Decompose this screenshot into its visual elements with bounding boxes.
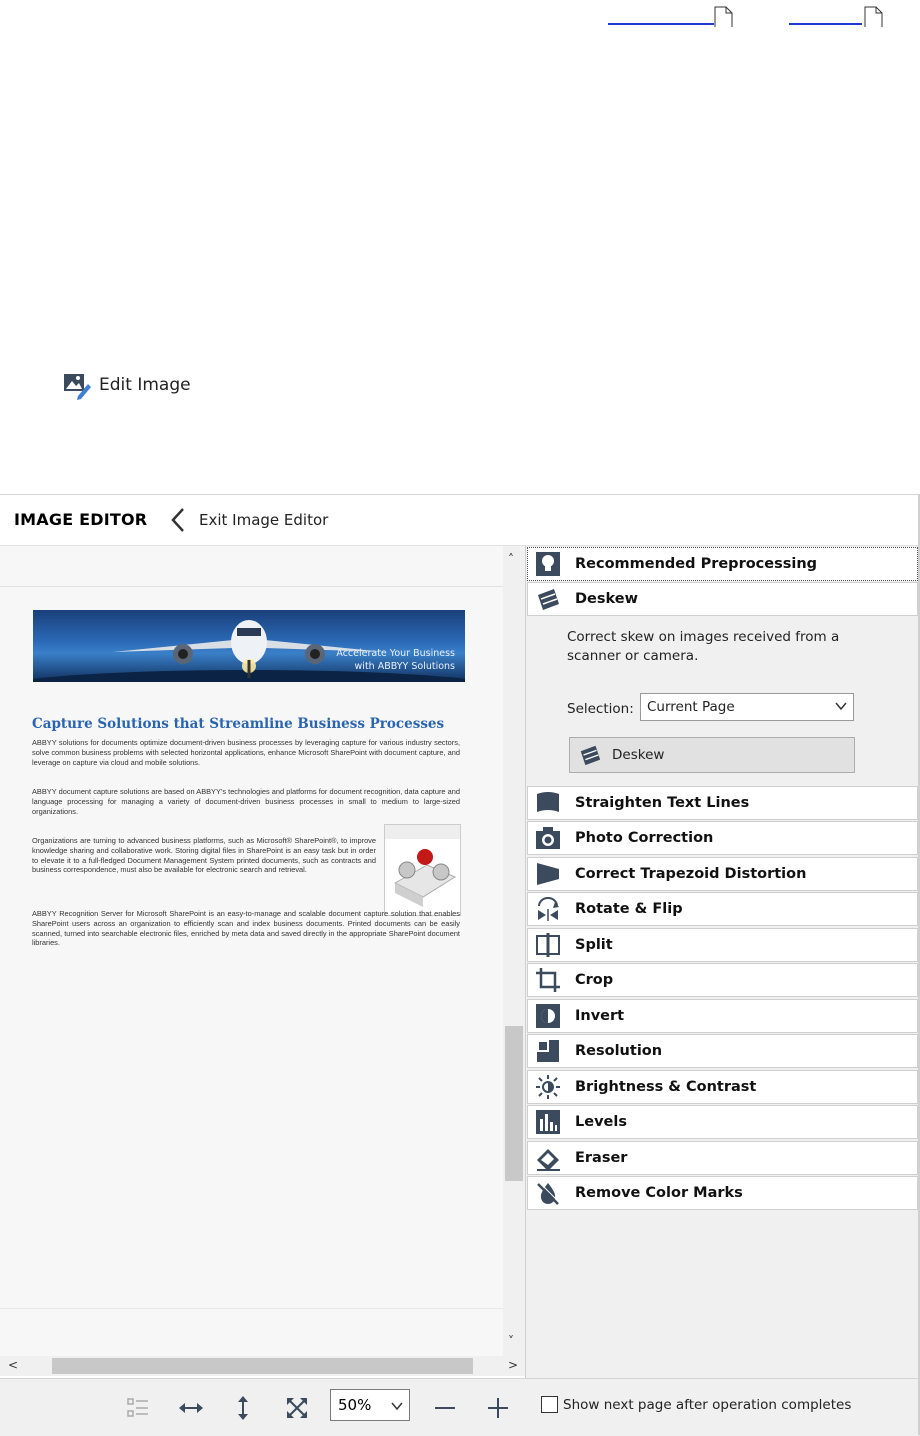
tool-label: Invert: [575, 1008, 625, 1024]
page-icon: [864, 6, 886, 28]
bottom-toolbar: [0, 1378, 920, 1436]
deskew-button-label: Deskew: [612, 747, 665, 763]
tool-crop[interactable]: [527, 963, 918, 997]
tool-brightness-contrast[interactable]: [527, 1070, 918, 1104]
levels-icon: [533, 1107, 563, 1137]
document-paragraph: Organizations are turning to advanced business platforms, such as Microsoft® SharePoint®, to improve knowledge sharing and collaborative work. Storing digital files in SharePoint is an easy task but in order to elevate it to a full-fledged Document Management System printed documents, such as contracts and business correspondence, must also be available for electronic search and retrieval.: [32, 836, 376, 875]
tool-resolution[interactable]: [527, 1034, 918, 1068]
document-photo: [384, 824, 461, 916]
exit-image-editor-link[interactable]: Exit Image Editor: [199, 511, 329, 529]
crop-icon: [533, 965, 563, 995]
split-icon: [533, 930, 563, 960]
banner-tagline: with ABBYY Solutions: [354, 661, 455, 672]
tool-invert[interactable]: [527, 999, 918, 1033]
vertical-scrollbar[interactable]: [503, 546, 525, 1356]
selection-label: Selection:: [567, 701, 634, 717]
chevron-down-icon: [391, 1400, 403, 1412]
edit-image-label: Edit Image: [99, 375, 191, 395]
tool-label: Correct Trapezoid Distortion: [575, 866, 807, 882]
deskew-icon: [578, 743, 602, 767]
tool-label: Photo Correction: [575, 830, 714, 846]
banner-tagline: Accelerate Your Business: [336, 648, 455, 659]
fit-width-icon[interactable]: [178, 1395, 204, 1421]
scroll-down-icon[interactable]: ˅: [508, 1334, 514, 1348]
tool-levels[interactable]: [527, 1105, 918, 1139]
editor-title: IMAGE EDITOR: [14, 510, 148, 529]
horizontal-scrollbar[interactable]: [0, 1356, 525, 1376]
banner-image: [33, 610, 465, 682]
edit-image-button[interactable]: [62, 370, 191, 400]
document-page: [0, 588, 490, 1308]
tool-straighten-text-lines[interactable]: [527, 786, 918, 820]
tool-label: Brightness & Contrast: [575, 1079, 757, 1095]
tool-label: Rotate & Flip: [575, 901, 683, 917]
zoom-dropdown[interactable]: [330, 1389, 410, 1421]
chevron-left-icon[interactable]: [170, 507, 186, 533]
tools-panel: [525, 546, 919, 1378]
tool-label: Resolution: [575, 1043, 663, 1059]
deskew-description: Correct skew on images received from a scanner or camera.: [567, 629, 840, 664]
lightbulb-icon: [533, 549, 563, 579]
tool-recommended-preprocessing[interactable]: [527, 547, 918, 581]
image-editor-window: [0, 494, 920, 1435]
resolution-icon: [533, 1036, 563, 1066]
document-paragraph: ABBYY document capture solutions are based on ABBYY's technologies and platforms for document recognition, data capture and language processing for managing a variety of document-driven business processes in small to medium to large-sized organizations.: [32, 787, 460, 816]
fit-page-icon[interactable]: [284, 1395, 310, 1421]
chevron-down-icon: [835, 700, 847, 712]
page-icon: [714, 6, 736, 28]
tool-eraser[interactable]: [527, 1141, 918, 1175]
show-next-page-label: Show next page after operation completes: [563, 1396, 852, 1413]
editor-title-bar: [0, 495, 920, 546]
deskew-icon: [533, 584, 563, 614]
scroll-left-icon[interactable]: <: [8, 1358, 19, 1372]
tool-photo-correction[interactable]: [527, 821, 918, 855]
fit-height-icon[interactable]: [230, 1395, 256, 1421]
link-underline[interactable]: [608, 23, 714, 25]
document-heading: Capture Solutions that Streamline Business Processes: [32, 716, 445, 732]
tool-deskew-header[interactable]: [527, 582, 918, 616]
tool-label: Crop: [575, 972, 614, 988]
tool-label: Levels: [575, 1114, 627, 1130]
tool-label: Split: [575, 937, 613, 953]
top-links-area: [0, 0, 920, 40]
tool-label: Eraser: [575, 1150, 628, 1166]
selection-dropdown[interactable]: [640, 693, 854, 721]
checkbox-box[interactable]: [541, 1396, 558, 1413]
rotate-flip-icon: [533, 894, 563, 924]
selection-value: Current Page: [647, 699, 735, 715]
edit-image-icon: [62, 370, 92, 400]
list-view-icon[interactable]: [125, 1395, 151, 1421]
eraser-icon: [533, 1143, 563, 1173]
tool-split[interactable]: [527, 928, 918, 962]
trapezoid-icon: [533, 859, 563, 889]
page-viewer[interactable]: [0, 546, 503, 1356]
scroll-up-icon[interactable]: ˄: [508, 552, 514, 566]
tool-correct-trapezoid-distortion[interactable]: [527, 857, 918, 891]
tool-label: Remove Color Marks: [575, 1185, 743, 1201]
tool-remove-color-marks[interactable]: [527, 1176, 918, 1210]
deskew-button[interactable]: [569, 737, 855, 773]
camera-icon: [533, 823, 563, 853]
previous-page-edge: [0, 546, 503, 587]
vertical-scroll-thumb[interactable]: [505, 1026, 523, 1181]
tool-label: Deskew: [575, 591, 638, 607]
scroll-right-icon[interactable]: >: [508, 1358, 519, 1372]
tool-rotate-flip[interactable]: [527, 892, 918, 926]
invert-icon: [533, 1001, 563, 1031]
zoom-value: 50%: [338, 1396, 372, 1414]
document-paragraph: ABBYY solutions for documents optimize document-driven business processes by leveraging capture for various industry sectors, solve common business problems with selected horizontal applications, enhance Microsoft SharePoint with document capture, and leverage on capture via cloud and mobile solutions.: [32, 738, 460, 767]
show-next-page-checkbox[interactable]: [541, 1396, 851, 1413]
document-paragraph: ABBYY Recognition Server for Microsoft SharePoint is an easy-to-manage and scalable document capture solution that enables SharePoint users across an organization to efficiently scan and index business documents. Printed documents can be easily scanned, turned into searchable electronic files, enriched by meta data and saved directly in the appropriate SharePoint document libraries.: [32, 909, 460, 948]
tool-label: Straighten Text Lines: [575, 795, 750, 811]
straighten-icon: [533, 788, 563, 818]
zoom-in-icon[interactable]: [485, 1395, 511, 1421]
brightness-icon: [533, 1072, 563, 1102]
link-underline[interactable]: [789, 23, 862, 25]
tool-label: Recommended Preprocessing: [575, 556, 818, 572]
horizontal-scroll-thumb[interactable]: [52, 1358, 473, 1374]
zoom-out-icon[interactable]: [432, 1395, 458, 1421]
deskew-options: [527, 620, 918, 786]
remove-color-marks-icon: [533, 1178, 563, 1208]
next-page-edge: [0, 1308, 503, 1357]
